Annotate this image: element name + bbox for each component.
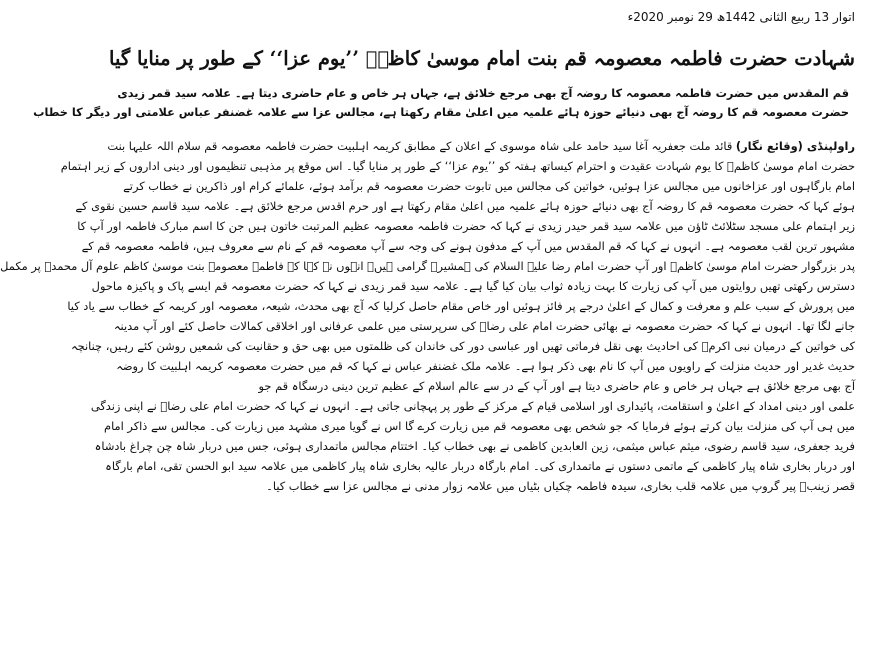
body-line: میں پرورش کے سبب علم و معرفت و کمال کے اعلیٰ درجے پر فائز ہوئیں اور خاص مقام حاصل کرلیا کہ آج بھی محدث، شیعہ، معصومہ اور کریمہ کے خطاب سے یاد کیا — [67, 299, 855, 313]
body-line: حضرت امام موسیٰ کاظمؑ کا یوم شہادت عقیدت و احترام کیساتھ ہفتہ کو ’’یوم عزا‘‘ کے طور پر منایا گیا۔ اس موقع پر مذہبی تنظیموں اور دینی اداروں کے زیر اہتمام — [60, 159, 855, 173]
body-line: آج بھی مرجع خلائق ہے جہاں ہر خاص و عام حاضری دیتا ہے اور آپ کے در سے عالم اسلام کے عظیم ترین دینی درسگاہ قم جو — [258, 379, 855, 393]
body-line: مشہور ترین لقب معصومہ ہے۔ انہوں نے کہا کہ قم المقدس میں آپ کے مدفون ہونے کی وجہ سے آپ معصومہ قم کے نام سے معروف ہیں، فاطمہ معصومہ قم کے — [81, 239, 855, 253]
body-line: جانے لگا تھا۔ انہوں نے کہا کہ حضرت معصومہ نے بھائی حضرت امام علی رضاؑ کی سرپرستی میں علمی عرفانی اور اخلاقی کمالات حاصل کئے اور آپ مدینہ — [113, 319, 855, 333]
body-line: علمی اور دینی امداد کے اعلیٰ و استقامت، پائیداری اور اسلامی قیام کے مرکز کے طور پر پہچانی جاتی ہے۔ انہوں نے کہا کہ حضرت امام علی رضاؑ نے اپنی زندگی — [90, 399, 855, 413]
body-line: زیر اہتمام علی مسجد سٹلائٹ ٹاؤن میں علامہ سید قمر حیدر زیدی نے کہا کہ حضرت فاطمہ معصومہ عظیم المرتبت خاتون ہیں جن کا اسم مبارک فاطمہ اور آپ کا — [77, 219, 855, 233]
article-body — [0, 136, 855, 496]
headline: شہادت حضرت فاطمہ معصومہ قم بنت امام موسیٰ کاظمؑ ’’یوم عزا‘‘ کے طور پر منایا گیا — [109, 47, 855, 70]
body-line: قصر زینبؑ پیر گروپ میں علامہ قلب بخاری، سیدہ فاطمہ چکیاں بٹیاں میں علامہ زوار مدنی نے مجالس عزا سے خطاب کیا۔ — [266, 479, 855, 493]
body-line: میں ہی آپ کی منزلت بیان کرتے ہوئے فرمایا کہ جو شخص بھی معصومہ قم میں زیارت کرے گا اس نے گویا میری مشہد میں زیارت کی۔ مجالس سے ذاکر امام — [104, 419, 855, 433]
body-line: فرید جعفری، سید قاسم رضوی، میثم عباس میثمی، زین العابدین کاظمی نے بھی خطاب کیا۔ اختتام مجالس ماتمداری ہوئی، جس میں دربار شاہ چن چراغ بادشاہ — [94, 439, 855, 453]
dateline: راولپنڈی (وقائع نگار) — [735, 139, 855, 153]
summary-line: قم المقدس میں حضرت فاطمہ معصومہ کا روضہ آج بھی مرجع خلائق ہے، جہاں ہر خاص و عام حاضری دیتا ہے۔ علامہ سید قمر زیدی — [117, 87, 849, 100]
body-line-first — [107, 136, 855, 156]
body-line: امام بارگاہوں اور عزاخانوں میں مجالس عزا ہوئیں، خواتین کی مجالس میں تابوت حضرت معصومہ قم برآمد ہوئے، علمائے کرام اور ذاکرین نے خطاب کرتے — [123, 179, 855, 193]
body-line: حدیث غدیر اور حدیث منزلت کے راویوں میں آپ کا نام بھی ذکر ہوا ہے۔ علامہ ملک غضنفر عباس نے کہا کہ قم میں حضرت معصومہ کریمہ اہلبیت کا روضہ — [116, 359, 855, 373]
summary-line: حضرت معصومہ قم کا روضہ آج بھی دنیائے حوزہ ہائے علمیہ میں اعلیٰ مقام رکھتا ہے، مجالس عزا سے علامہ غضنفر عباس علامتی اور دیگر کا خطاب — [33, 106, 849, 119]
body-line: کی خواتین کے درمیان نبی اکرمؐ کی احادیث بھی نقل فرماتی تھیں اور عباسی دور کی خاندان کی ظلمتوں میں بھی حق و حقانیت کی شمعیں روشن کئے رہیں، چنانچہ — [70, 339, 855, 353]
body-line: اور دربار بخاری شاہ پیار کاظمی کے ماتمی دستوں نے ماتمداری کی۔ امام بارگاہ دربار عالیہ بخاری شاہ پیار کاظمی میں علامہ سید ابو الحسن تقی، امام بارگاہ — [105, 459, 855, 473]
body-line: ہوئے کہا کہ حضرت معصومہ قم کا روضہ آج بھی دنیائے حوزہ ہائے علمیہ میں اعلیٰ مقام رکھتا ہے اور حرم اقدس مرجع خلائق ہے۔ علامہ سید قاسم حسین نقوی کے — [75, 199, 855, 213]
summary-block — [33, 84, 849, 122]
body-line: پدر بزرگوار حضرت امام موسیٰ کاظمؑ اور آپ حضرت امام رضا علیہ السلام کی ہمشیرہ گرامی ہیں۔ انہوں نے کہا کہ فاطمہ معصومہ بنت موسیٰ کاظم علوم آل محمدؐ پر مکمل — [0, 259, 855, 273]
body-line: دسترس رکھتی تھیں روایتوں میں آپ کی زیارت کا بہت زیادہ ثواب بیان کیا گیا ہے۔ علامہ سید قمر زیدی نے کہا کہ حضرت معصومہ قم ایسے پاک و پاکیزہ ماحول — [91, 279, 855, 293]
date-line: اتوار 13 ربیع الثانی 1442ھ 29 نومبر 2020ء — [627, 10, 855, 24]
body-line-text: قائد ملت جعفریہ آغا سید حامد علی شاہ موسوی کے اعلان کے مطابق کریمہ اہلبیت حضرت فاطمہ معصومہ قم سلام اللہ علیہا بنت — [107, 139, 733, 153]
